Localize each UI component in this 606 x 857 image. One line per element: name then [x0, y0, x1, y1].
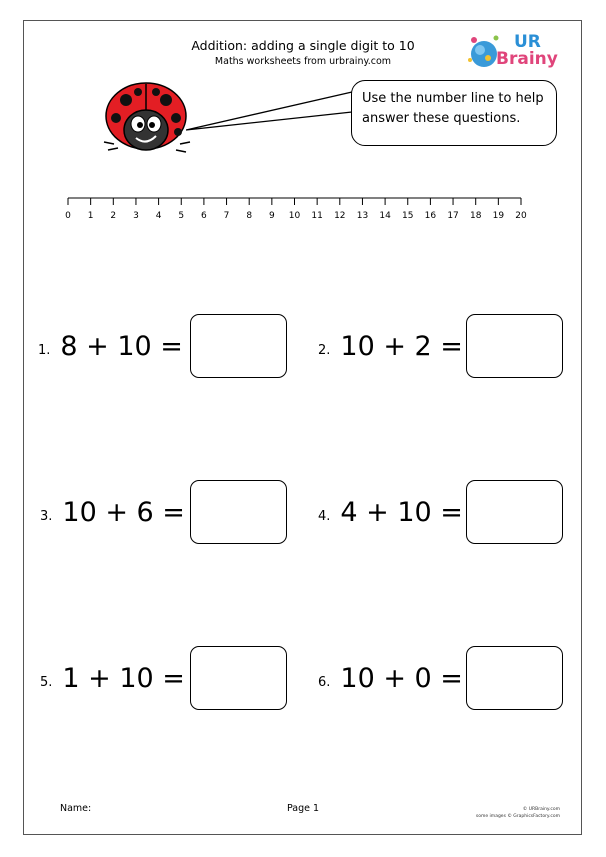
question-expression: 1 + 10 = [62, 662, 185, 694]
answer-box-1[interactable] [190, 314, 287, 378]
copyright-credit [460, 806, 560, 820]
answer-box-4[interactable] [466, 480, 563, 544]
question-expression: 8 + 10 = [60, 330, 183, 362]
number-line-label: 8 [246, 211, 253, 221]
ladybird-icon [96, 72, 196, 162]
answer-box-2[interactable] [466, 314, 563, 378]
question-6 [318, 646, 463, 710]
number-line-label: 9 [268, 211, 275, 221]
question-expression: 10 + 2 = [340, 330, 463, 362]
number-line-label: 6 [201, 211, 207, 221]
logo-wordmark [496, 34, 558, 68]
number-line-label: 18 [469, 211, 482, 221]
question-1 [38, 314, 183, 378]
number-line-label: 10 [288, 211, 301, 221]
number-line-label: 12 [334, 211, 346, 221]
question-expression: 4 + 10 = [340, 496, 463, 528]
credit-line-2: some images © GraphicsFactory.com [475, 814, 560, 819]
page-number: Page 1 [286, 803, 320, 814]
number-line-label: 17 [447, 211, 459, 221]
worksheet-title: Addition: adding a single digit to 10 [191, 38, 415, 53]
number-line-label: 15 [402, 211, 414, 221]
worksheet-subtitle: Maths worksheets from urbrainy.com [214, 56, 392, 67]
answer-box-3[interactable] [190, 480, 287, 544]
credit-line-1: © URBrainy.com [522, 807, 560, 812]
question-5 [40, 646, 185, 710]
question-expression: 10 + 0 = [340, 662, 463, 694]
question-number: 4. [318, 508, 331, 524]
number-line-label: 1 [87, 211, 94, 221]
number-line-label: 3 [133, 211, 139, 221]
number-line-label: 2 [110, 211, 117, 221]
number-line-label: 5 [178, 211, 185, 221]
question-expression: 10 + 6 = [62, 496, 185, 528]
answer-box-6[interactable] [466, 646, 563, 710]
question-number: 2. [318, 342, 331, 358]
number-line-label: 11 [311, 211, 323, 221]
number-line-label: 16 [424, 211, 437, 221]
speech-bubble-tail [186, 86, 356, 146]
name-label: Name: [60, 803, 92, 814]
question-3 [40, 480, 185, 544]
number-line-label: 13 [356, 211, 369, 221]
number-line-label: 14 [379, 211, 391, 221]
speech-bubble [351, 80, 557, 146]
number-line-label: 4 [155, 211, 162, 221]
number-line-label: 7 [223, 211, 230, 221]
question-number: 1. [38, 342, 51, 358]
bubble-line-1: Use the number line to help [362, 91, 544, 106]
question-4 [318, 480, 463, 544]
number-line-label: 0 [65, 211, 71, 221]
number-line-label: 19 [492, 211, 505, 221]
bubble-line-2: answer these questions. [362, 111, 521, 126]
question-number: 3. [40, 508, 53, 524]
logo-ur-text: UR [514, 32, 541, 52]
answer-box-5[interactable] [190, 646, 287, 710]
question-number: 6. [318, 674, 331, 690]
question-number: 5. [40, 674, 53, 690]
question-2 [318, 314, 463, 378]
logo-brainy-text: Brainy [496, 49, 558, 69]
number-line-label: 20 [515, 211, 527, 221]
number-line [55, 190, 535, 230]
